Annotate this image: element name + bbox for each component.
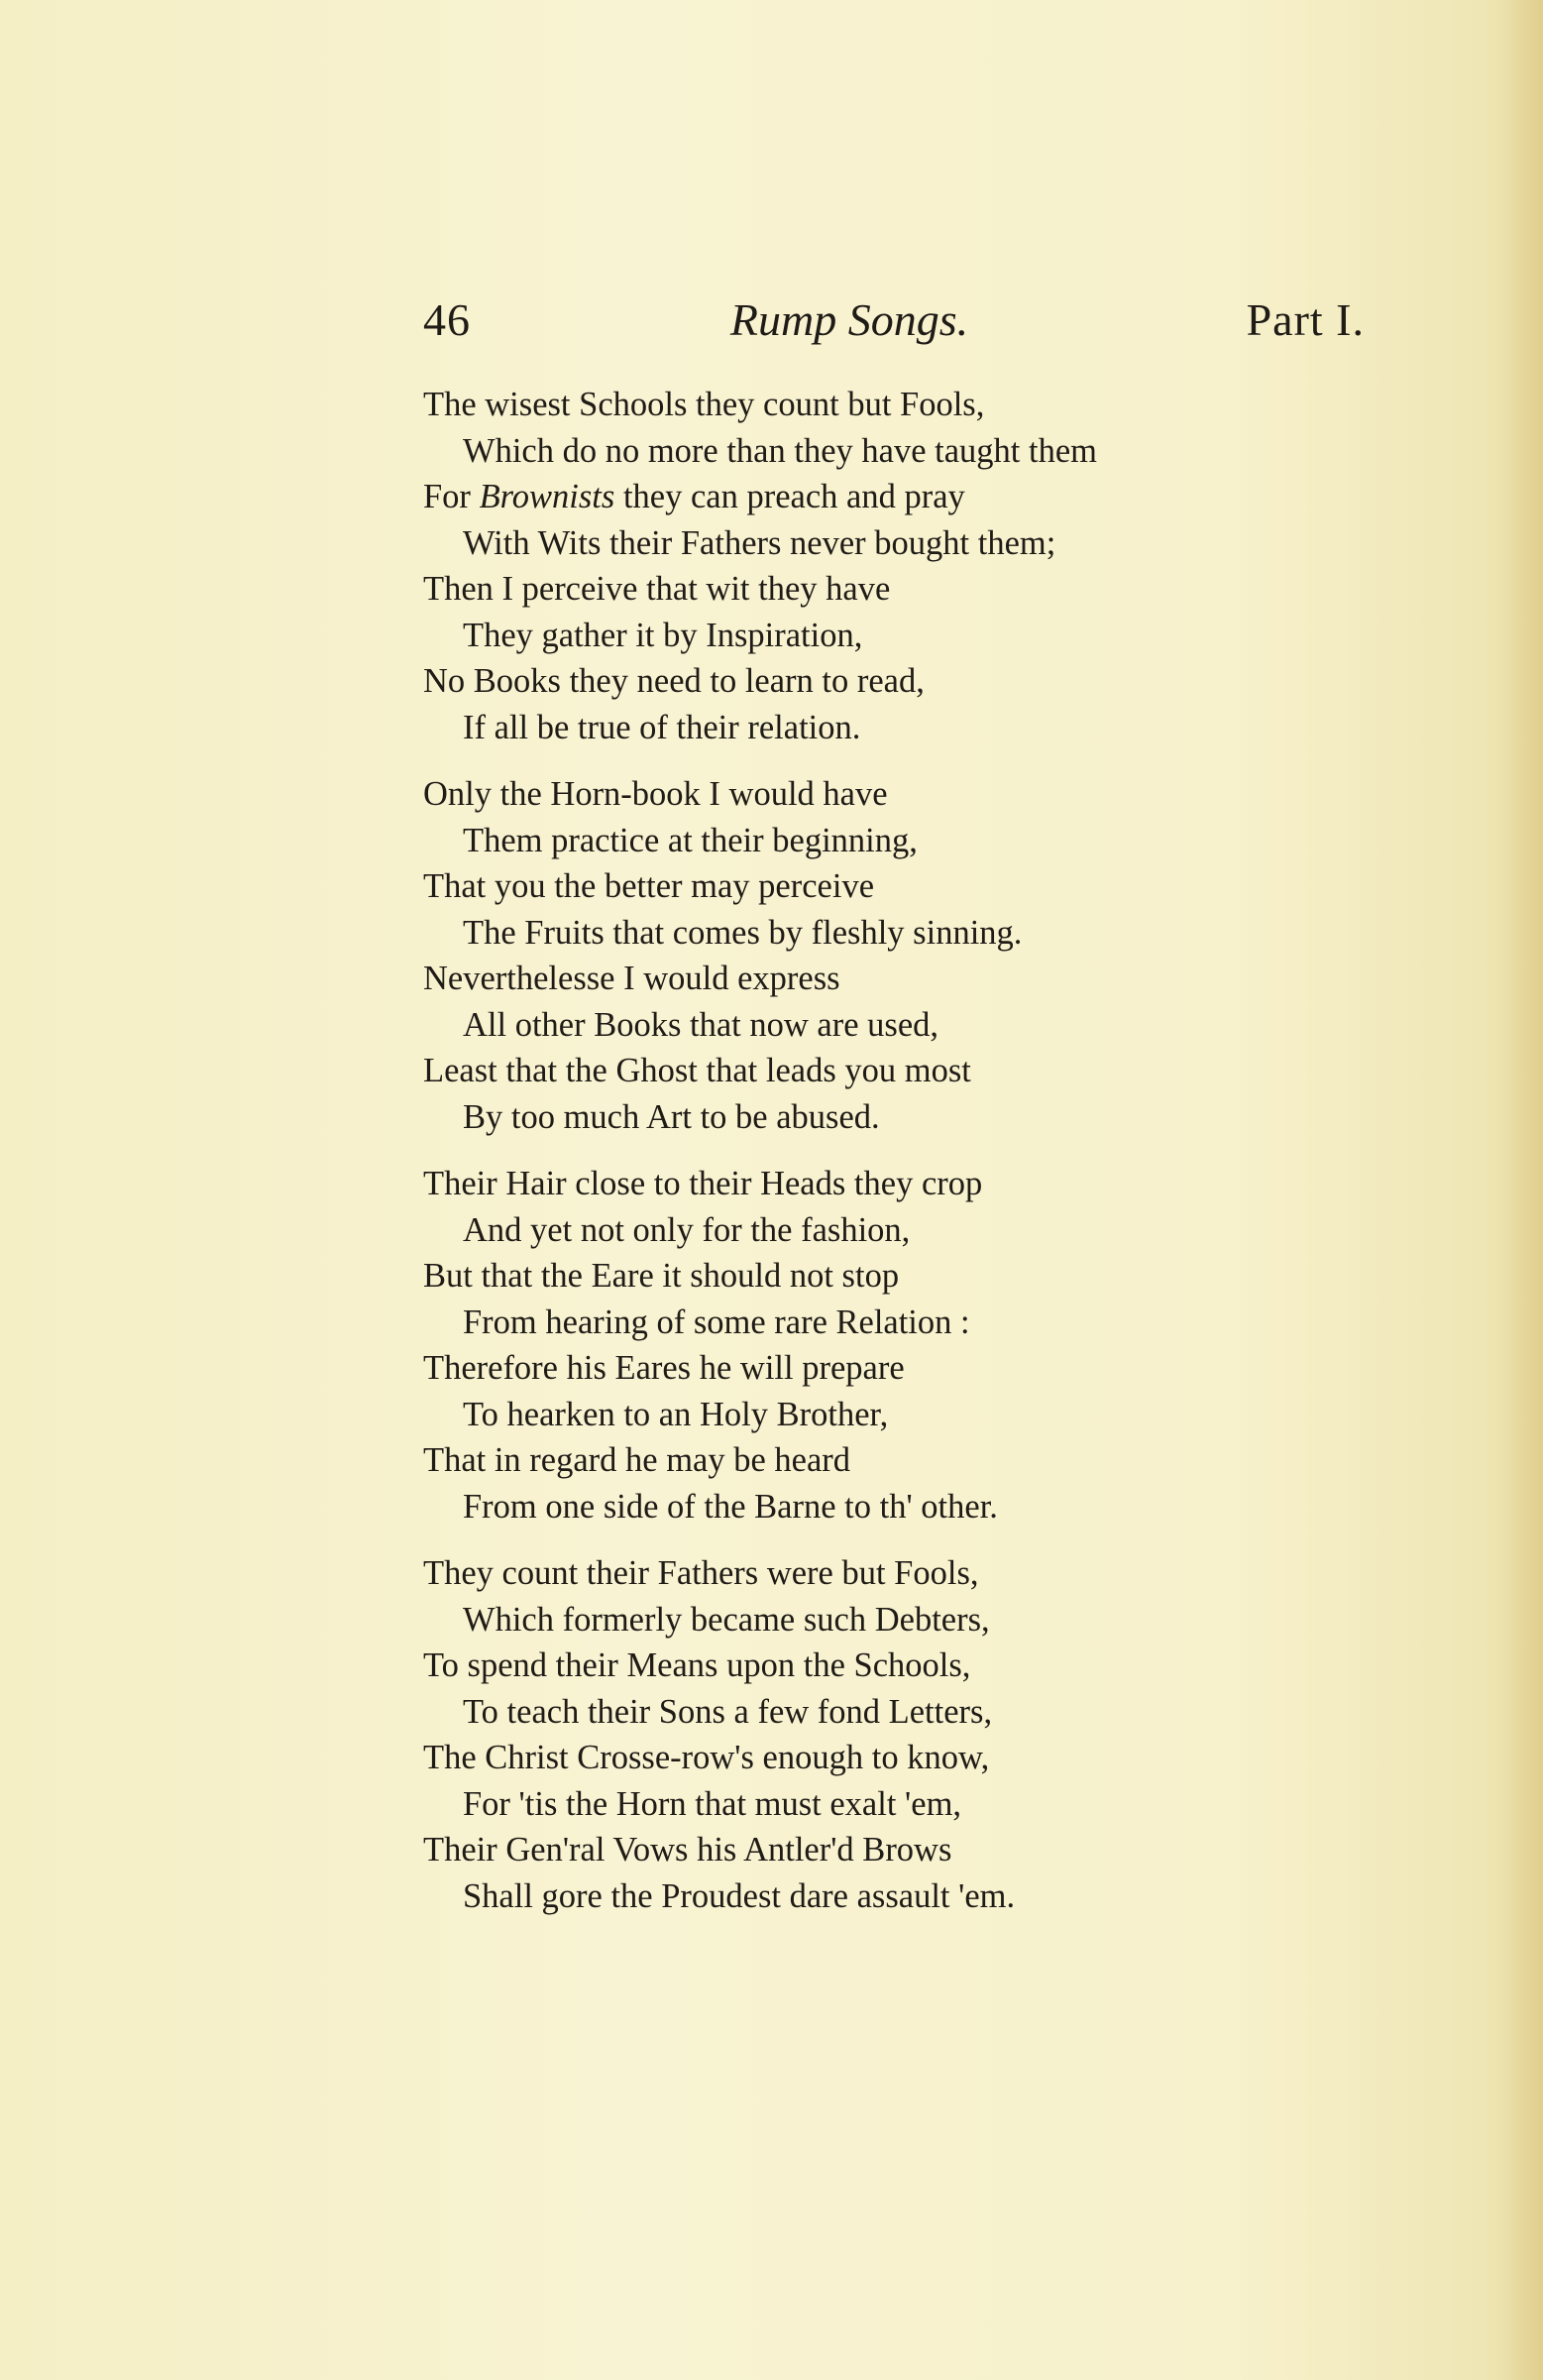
verse-line: Which formerly became such Debters, xyxy=(463,1600,990,1639)
verse-line: That in regard he may be heard xyxy=(423,1441,851,1479)
verse-line: To teach their Sons a few fond Letters, xyxy=(463,1692,993,1731)
stanza-3 xyxy=(423,1161,1315,1530)
verse-line: Which do no more than they have taught them xyxy=(463,431,1097,470)
verse-line: For 'tis the Horn that must exalt 'em, xyxy=(463,1784,962,1823)
italic-word: Brownists xyxy=(479,478,615,515)
verse-line: Then I perceive that wit they have xyxy=(423,570,891,608)
verse-line: Their Hair close to their Heads they crop xyxy=(423,1165,983,1202)
verse-line: Shall gore the Proudest dare assault 'em. xyxy=(463,1876,1016,1915)
verse-line: Least that the Ghost that leads you most xyxy=(423,1052,971,1089)
verse-line: Only the Horn-book I would have xyxy=(423,775,888,813)
verse-line: The wisest Schools they count but Fools, xyxy=(423,386,985,423)
stanza-1 xyxy=(423,382,1315,750)
verse-line: By too much Art to be abused. xyxy=(463,1097,880,1136)
verse-line: If all be true of their relation. xyxy=(463,708,861,746)
part-label: Part I. xyxy=(1246,294,1365,345)
verse-line: With Wits their Fathers never bought them; xyxy=(463,523,1056,562)
stanza-4 xyxy=(423,1550,1315,1919)
page-edge-shadow xyxy=(1503,0,1543,2380)
verse-line: Their Gen'ral Vows his Antler'd Brows xyxy=(423,1831,952,1869)
page-number: 46 xyxy=(423,294,471,345)
verse-line: All other Books that now are used, xyxy=(463,1005,939,1044)
verse-line: For Brownists they can preach and pray xyxy=(423,478,965,515)
running-title: Rump Songs. xyxy=(729,294,969,345)
verse-line: Therefore his Eares he will prepare xyxy=(423,1349,905,1387)
verse-line: To spend their Means upon the Schools, xyxy=(423,1646,971,1684)
verse-line: But that the Eare it should not stop xyxy=(423,1257,900,1295)
stanza-2 xyxy=(423,771,1315,1140)
verse-line: And yet not only for the fashion, xyxy=(463,1210,911,1249)
verse-line: Them practice at their beginning, xyxy=(463,821,918,859)
verse-line: The Fruits that comes by fleshly sinning. xyxy=(463,913,1023,952)
poem-text xyxy=(423,382,1315,1940)
verse-line: From one side of the Barne to th' other. xyxy=(463,1487,998,1526)
verse-line: To hearken to an Holy Brother, xyxy=(463,1395,889,1433)
verse-line: They count their Fathers were but Fools, xyxy=(423,1554,979,1592)
running-header xyxy=(423,293,1365,363)
verse-line: Neverthelesse I would express xyxy=(423,960,840,997)
verse-line: They gather it by Inspiration, xyxy=(463,616,863,654)
verse-line: That you the better may perceive xyxy=(423,867,875,905)
verse-line: The Christ Crosse-row's enough to know, xyxy=(423,1739,990,1776)
verse-line: From hearing of some rare Relation : xyxy=(463,1303,970,1341)
verse-line: No Books they need to learn to read, xyxy=(423,662,925,700)
